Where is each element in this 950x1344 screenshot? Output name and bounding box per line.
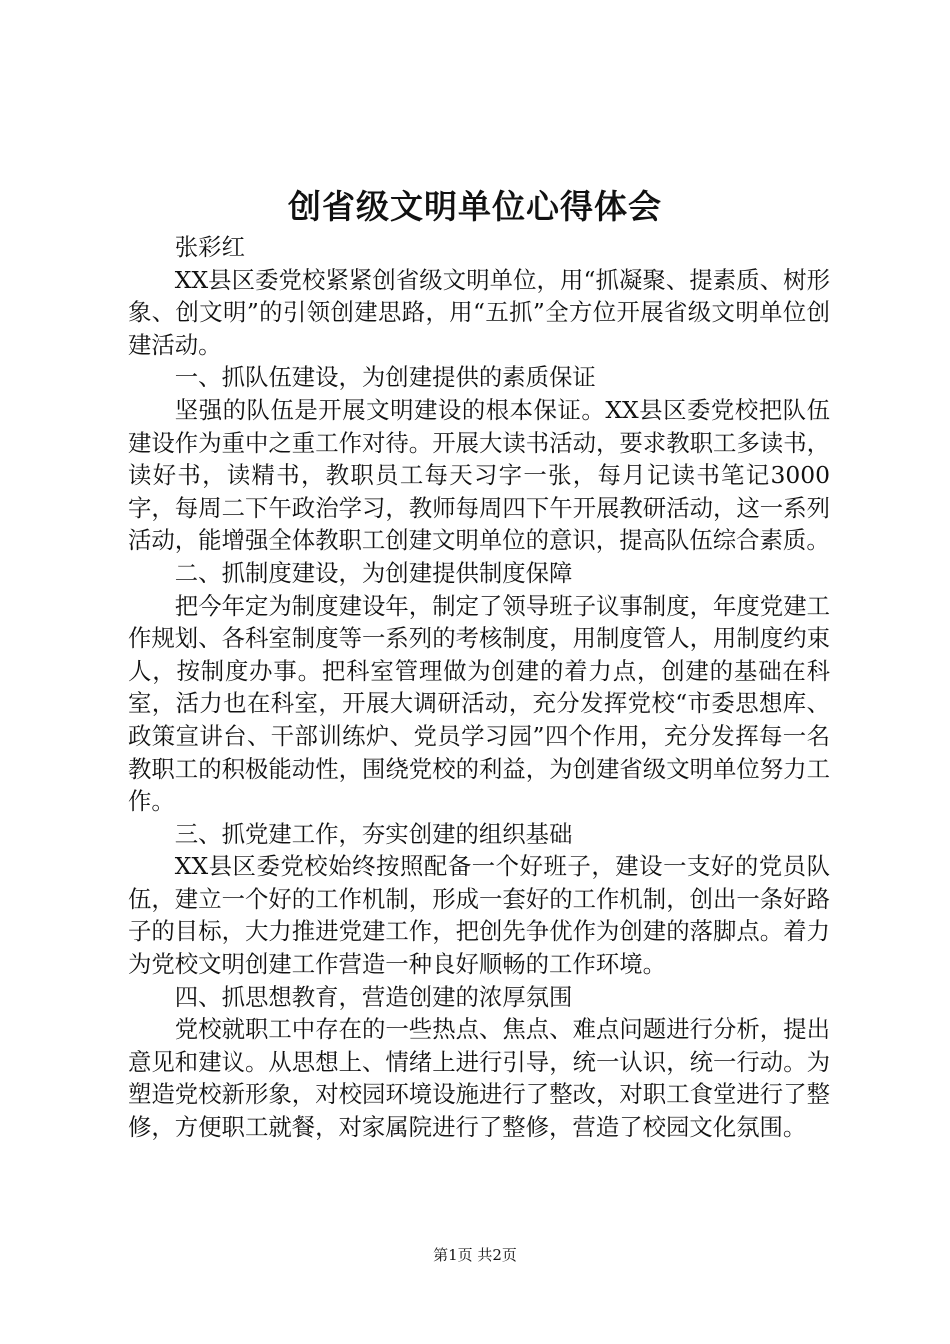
section-heading-4: 四、抓思想教育，营造创建的浓厚氛围 — [174, 982, 573, 1011]
section-heading-3: 三、抓党建工作，夯实创建的组织基础 — [174, 819, 573, 848]
section-paragraph-2: 把今年定为制度建设年，制定了领导班子议事制度，年度党建工作规划、各科室制度等一系列的考核制度，用制度管人，用制度约束人，按制度办事。把科室管理做为创建的着力点，创建的基础在科室，活力也在科室，开展大调研活动，充分发挥党校“市委思想库、政策宣讲台、干部训练炉、党员学习园”四个作用，充分发挥每一名教职工的积极能动性，围绕党校的利益，为创建省级文明单位努力工作。 — [128, 591, 830, 816]
document-title: 创省级文明单位心得体会 — [288, 187, 662, 226]
document-body — [128, 231, 830, 1144]
intro-paragraph: XX县区委党校紧紧创省级文明单位，用“抓凝聚、提素质、树形象、创文明”的引领创建思路，用“五抓”全方位开展省级文明单位创建活动。 — [128, 265, 830, 359]
section-paragraph-3: XX县区委党校始终按照配备一个好班子，建设一支好的党员队伍，建立一个好的工作机制，形成一套好的工作机制，创出一条好路子的目标，大力推进党建工作，把创先争优作为创建的落脚点。着力为党校文明创建工作营造一种良好顺畅的工作环境。 — [128, 852, 830, 979]
author-line: 张彩红 — [174, 233, 245, 261]
section-heading-2: 二、抓制度建设，为创建提供制度保障 — [174, 558, 573, 587]
section-paragraph-4: 党校就职工中存在的一些热点、焦点、难点问题进行分析，提出意见和建议。从思想上、情绪上进行引导，统一认识，统一行动。为塑造党校新形象，对校园环境设施进行了整改，对职工食堂进行了整修，方便职工就餐，对家属院进行了整修，营造了校园文化氛围。 — [128, 1015, 830, 1142]
page-footer: 第1页 共2页 — [433, 1246, 517, 1264]
section-heading-1: 一、抓队伍建设，为创建提供的素质保证 — [174, 363, 596, 392]
section-paragraph-1: 坚强的队伍是开展文明建设的根本保证。XX县区委党校把队伍建设作为重中之重工作对待。开展大读书活动，要求教职工多读书，读好书，读精书，教职员工每天习字一张，每月记读书笔记3000字，每周二下午政治学习，教师每周四下午开展教研活动，这一系列活动，能增强全体教职工创建文明单位的意识，提高队伍综合素质。 — [128, 395, 830, 555]
